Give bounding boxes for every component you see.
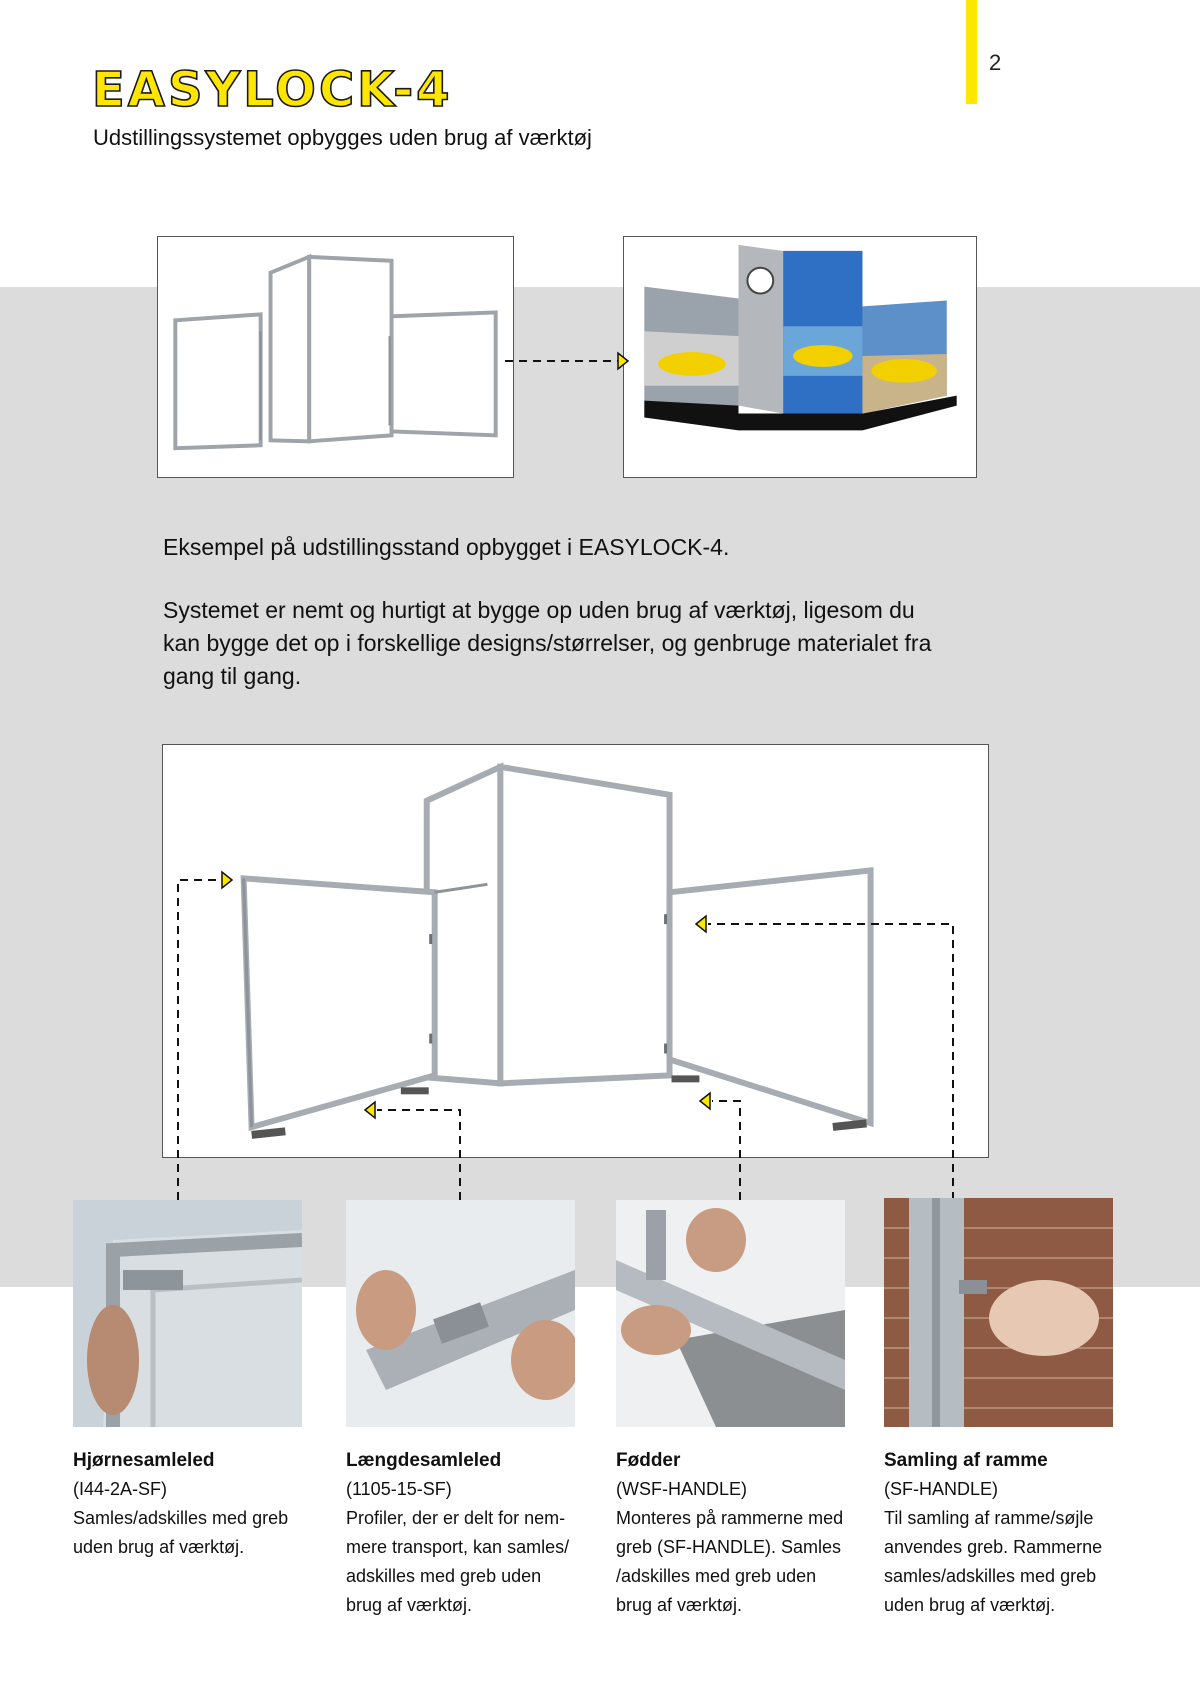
- page-title: EASYLOCK-4: [92, 62, 453, 118]
- page-marker-bar: [966, 0, 977, 104]
- caption-feet: [616, 1446, 861, 1620]
- caption-line: Til samling af ramme/søjle: [884, 1508, 1094, 1528]
- frame-assembly-photo: [884, 1198, 1113, 1427]
- intro-body-line: Systemet er nemt og hurtigt at bygge op uden brug af værktøj, ligesom du: [163, 597, 915, 623]
- caption-code: (1105-15-SF): [346, 1479, 452, 1499]
- caption-line: samles/adskilles med greb: [884, 1566, 1097, 1586]
- caption-title: Længdesamleled: [346, 1450, 502, 1471]
- caption-title: Fødder: [616, 1450, 681, 1471]
- caption-line: uden brug af værktøj.: [73, 1537, 245, 1557]
- page-number: 2: [989, 50, 1002, 75]
- intro-body-line: gang til gang.: [163, 663, 302, 689]
- caption-line: adskilles med greb uden: [346, 1566, 542, 1586]
- caption-line: uden brug af værktøj.: [884, 1595, 1056, 1615]
- caption-corner-connector: [73, 1446, 318, 1562]
- caption-line: brug af værktøj.: [346, 1595, 473, 1615]
- caption-line: greb (SF-HANDLE). Samles: [616, 1537, 842, 1557]
- caption-line: brug af værktøj.: [616, 1595, 743, 1615]
- caption-code: (SF-HANDLE): [884, 1479, 999, 1499]
- page-subtitle: Udstillingssystemet opbygges uden brug af værktøj: [93, 125, 592, 150]
- caption-line: Samles/adskilles med greb: [73, 1508, 289, 1528]
- caption-line: Monteres på rammerne med: [616, 1508, 844, 1528]
- caption-code: (I44-2A-SF): [73, 1479, 168, 1499]
- caption-length-connector: [346, 1446, 591, 1620]
- intro-body-text: [163, 594, 1003, 693]
- caption-title: Hjørnesamleled: [73, 1450, 215, 1471]
- length-connector-photo: [346, 1200, 575, 1427]
- intro-example-text: Eksempel på udstillingsstand opbygget i EASYLOCK-4.: [163, 534, 730, 560]
- large-frame-illustration: [162, 744, 989, 1158]
- intro-body-line: kan bygge det op i forskellige designs/størrelser, og genbruge materialet fra: [163, 630, 932, 656]
- finished-stand-photo: [623, 236, 977, 478]
- caption-title: Samling af ramme: [884, 1450, 1048, 1471]
- caption-frame-assembly: [884, 1446, 1129, 1620]
- corner-connector-photo: [73, 1200, 302, 1427]
- caption-line: anvendes greb. Rammerne: [884, 1537, 1103, 1557]
- caption-line: Profiler, der er delt for nem-: [346, 1508, 566, 1528]
- caption-code: (WSF-HANDLE): [616, 1479, 747, 1499]
- caption-line: /adskilles med greb uden: [616, 1566, 817, 1586]
- frame-structure-illustration: [157, 236, 514, 478]
- caption-line: mere transport, kan samles/: [346, 1537, 570, 1557]
- feet-photo: [616, 1200, 845, 1427]
